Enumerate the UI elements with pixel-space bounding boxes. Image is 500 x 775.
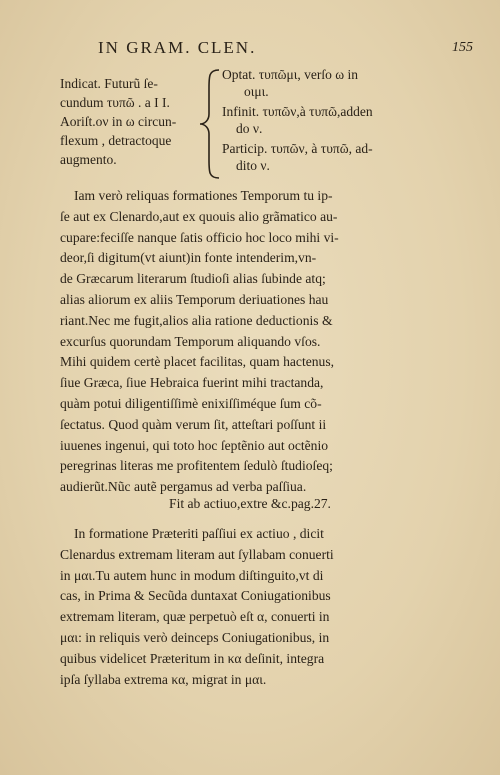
paragraph-passive bbox=[60, 524, 460, 690]
text-line: Iam verò reliquas formationes Temporum tu ip- bbox=[74, 188, 333, 203]
text-line: in μαι.Tu autem hunc in modum diſtinguito,vt di bbox=[60, 567, 324, 583]
conjugation-forms bbox=[222, 66, 465, 177]
text-line: audierũt.Nũc autẽ pergamus ad verba paſſiua. bbox=[60, 479, 307, 495]
conjugation-source-line: cundum τυπῶ . a I I. bbox=[60, 95, 170, 110]
conjugation-source-line: Indicat. Futurũ ſe- bbox=[60, 76, 158, 91]
conjugation-source-line: augmento. bbox=[60, 152, 117, 167]
text-line: deor,ſi digitum(vt aiunt)in fonte intenderim,vn- bbox=[60, 250, 317, 266]
text-line: extremam literam, quæ perpetuò eſt α, conuerti in bbox=[60, 609, 330, 625]
text-line: alias aliorum ex aliis Temporum deriuationes hau bbox=[60, 291, 329, 307]
text-line: peregrinas literas me profitentem ſedulò ſtudioſeq; bbox=[60, 458, 333, 474]
text-line: ſiue Græca, ſiue Hebraica fuerint mihi tractanda, bbox=[60, 375, 324, 391]
conjugation-item-optative bbox=[222, 66, 465, 100]
text-line: excurſus quorundam Temporum aliquando vſos. bbox=[60, 333, 321, 349]
text-line: ipſa ſyllaba extrema κα, migrat in μαι. bbox=[60, 671, 267, 687]
conjugation-item-line: do ν. bbox=[236, 121, 263, 136]
text-line: quibus videlicet Præteritum in κα deſinit, integra bbox=[60, 650, 325, 666]
conjugation-table bbox=[60, 66, 465, 184]
paragraph-formations bbox=[60, 186, 460, 498]
conjugation-item-line: οιμι. bbox=[244, 84, 269, 99]
text-line: riant.Nec me fugit,alios alia ratione deductionis & bbox=[60, 312, 333, 328]
conjugation-item-line: Infinit. τυπῶν,à τυπῶ,adden bbox=[222, 104, 373, 119]
text-line: ſectatus. Quod quàm verum ſit, atteſtari poſſunt ii bbox=[60, 416, 327, 432]
running-head: IN GRAM. CLEN. bbox=[98, 38, 257, 57]
text-line: ſe aut ex Clenardo,aut ex quouis alio grãmatico au- bbox=[60, 208, 338, 224]
section-heading: Fit ab actiuo,extre &c.pag.27. bbox=[169, 496, 331, 511]
text-line: μαι: in reliquis verò deinceps Coniugationibus, in bbox=[60, 629, 330, 645]
text-line: cupare:feciſſe nanque ſatis officio hoc loco mihi vi- bbox=[60, 229, 339, 245]
text-line: In formatione Præteriti paſſiui ex actiuo , dicit bbox=[74, 526, 324, 541]
conjugation-item-infinitive bbox=[222, 103, 465, 137]
conjugation-source-line: flexum , detractoque bbox=[60, 133, 172, 148]
conjugation-item-line: dito ν. bbox=[236, 158, 270, 173]
text-line: Mihi quidem certè placet facilitas, quam hactenus, bbox=[60, 354, 335, 370]
conjugation-source-line: Aoriſt.ον in ω circun- bbox=[60, 114, 177, 129]
conjugation-source bbox=[60, 74, 200, 169]
text-line: quàm potui diligentiſſimè enixiſſiméque ſum cõ- bbox=[60, 395, 322, 411]
conjugation-item-participle bbox=[222, 140, 465, 174]
curly-brace-icon bbox=[197, 66, 223, 182]
text-line: de Græcarum literarum ſtudioſi alias ſubinde atq; bbox=[60, 271, 326, 287]
conjugation-item-line: Optat. τυπῶμι, verſo ω in bbox=[222, 67, 359, 82]
page-number: 155 bbox=[452, 40, 473, 55]
text-line: cas, in Prima & Secũda duntaxat Coniugationibus bbox=[60, 588, 331, 604]
text-line: Clenardus extremam literam aut ſyllabam conuerti bbox=[60, 546, 334, 562]
conjugation-item-line: Particip. τυπῶν, à τυπῶ, ad- bbox=[222, 141, 373, 156]
text-line: iuuenes ingenui, qui toto hoc ſeptẽnio aut octẽnio bbox=[60, 437, 329, 453]
page-header bbox=[0, 38, 500, 62]
